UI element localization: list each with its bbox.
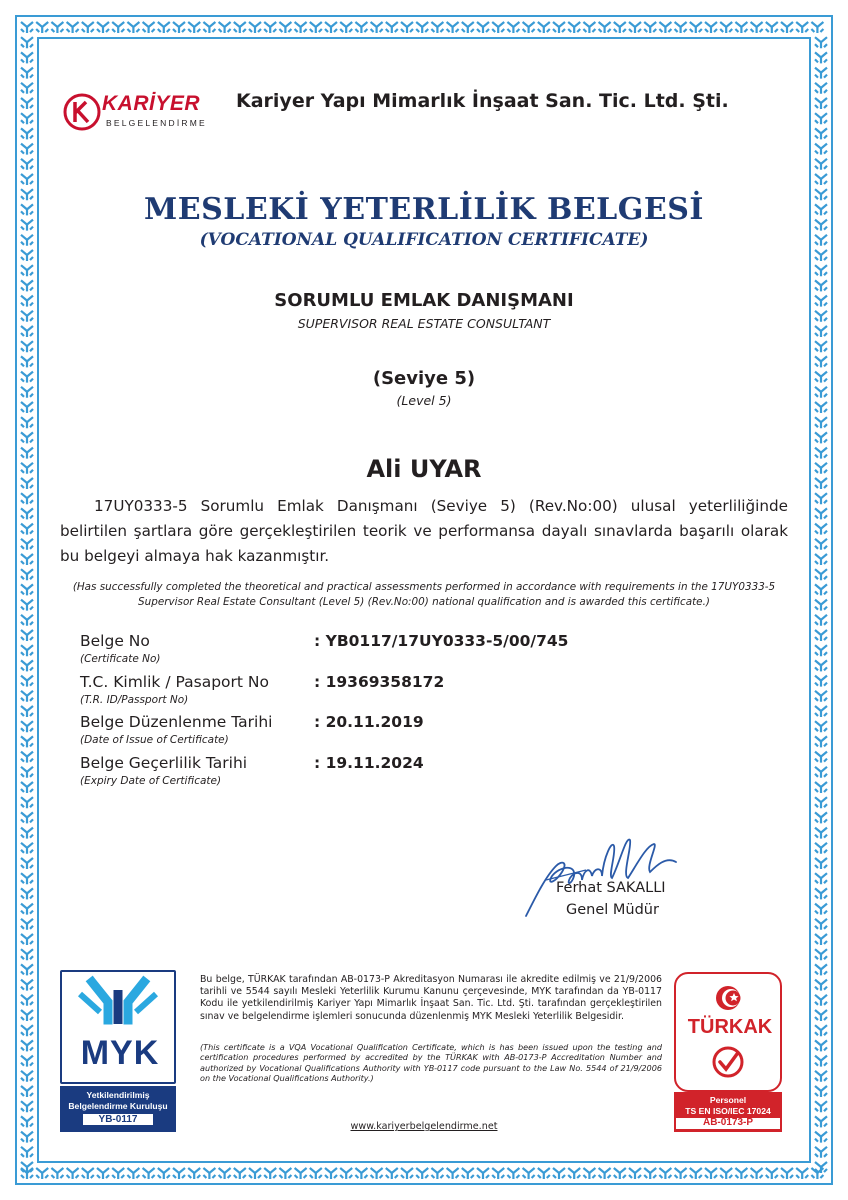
border-motif-icon [36,1168,48,1179]
holder-name: Ali UYAR [366,455,482,483]
border-motif-icon [21,159,33,170]
qualification-title-en: SUPERVISOR REAL ESTATE CONSULTANT [297,316,551,331]
myk-emblem [60,970,176,1084]
border-motif-icon [203,22,215,33]
border-motif-icon [401,1168,413,1179]
border-motif-icon [371,22,383,33]
border-motif-icon [21,752,33,763]
border-motif-icon [340,1168,352,1179]
border-motif-icon [811,22,823,33]
border-motif-icon [21,1162,33,1173]
border-motif-icon [766,22,778,33]
border-motif-icon [815,174,827,185]
border-motif-icon [249,1168,261,1179]
border-motif-icon [815,524,827,535]
border-motif-icon [568,22,580,33]
border-motif-icon [21,904,33,915]
border-motif-icon [815,721,827,732]
border-motif-icon [386,1168,398,1179]
border-motif-icon [815,128,827,139]
border-motif-icon [295,1168,307,1179]
signatory-title: Genel Müdür [566,902,659,918]
border-motif-icon [815,113,827,124]
border-motif-icon [21,569,33,580]
border-motif-icon [340,22,352,33]
border-motif-icon [21,1056,33,1067]
border-motif-icon [815,767,827,778]
border-motif-icon [815,1056,827,1067]
signatory-name: Ferhat SAKALLI [556,880,666,896]
border-motif-icon [67,1168,79,1179]
border-motif-icon [21,356,33,367]
border-motif-icon [523,22,535,33]
border-motif-icon [568,1168,580,1179]
border-motif-icon [371,1168,383,1179]
border-motif-icon [21,706,33,717]
border-motif-icon [815,83,827,94]
border-motif-icon [310,1168,322,1179]
border-motif-icon [815,68,827,79]
border-motif-icon [629,1168,641,1179]
border-motif-icon [507,22,519,33]
border-motif-icon [21,995,33,1006]
border-motif-icon [815,1132,827,1143]
border-motif-icon [21,645,33,656]
border-motif-icon [815,615,827,626]
border-motif-icon [815,554,827,565]
border-motif-icon [21,888,33,899]
border-motif-icon [462,1168,474,1179]
border-motif-icon [416,1168,428,1179]
border-motif-icon [815,812,827,823]
border-motif-icon [507,1168,519,1179]
issue-date-sublabel: (Date of Issue of Certificate) [80,734,229,746]
border-motif-icon [21,524,33,535]
border-motif-icon [815,843,827,854]
border-motif-icon [21,341,33,352]
border-motif-icon [599,1168,611,1179]
border-motif-icon [659,22,671,33]
border-motif-icon [815,417,827,428]
border-motif-icon [815,919,827,930]
border-motif-icon [310,22,322,33]
border-motif-icon [173,22,185,33]
border-motif-icon [629,22,641,33]
border-motif-icon [51,22,63,33]
myk-line1: Yetkilendirilmiş [86,1090,150,1100]
turkak-emblem [674,972,782,1092]
border-motif-icon [815,508,827,519]
border-motif-icon [188,22,200,33]
border-motif-icon [21,1010,33,1021]
border-motif-icon [21,767,33,778]
kariyer-emblem-icon [62,92,102,132]
border-motif-icon [279,1168,291,1179]
id-no-sublabel: (T.R. ID/Passport No) [80,694,189,706]
border-motif-icon [659,1168,671,1179]
border-motif-icon [21,797,33,808]
border-motif-icon [21,584,33,595]
border-motif-icon [815,1025,827,1036]
border-motif-icon [249,22,261,33]
border-motif-icon [112,1168,124,1179]
border-motif-icon [279,22,291,33]
border-motif-icon [815,630,827,641]
logo-subtitle: BELGELENDİRME [106,118,207,128]
border-motif-icon [815,904,827,915]
turkak-label: TÜRKAK [687,1016,773,1038]
id-no-label: T.C. Kimlik / Pasaport No [80,673,269,691]
border-motif-icon [815,159,827,170]
border-motif-icon [21,539,33,550]
border-motif-icon [751,22,763,33]
border-motif-icon [815,600,827,611]
border-motif-icon [553,22,565,33]
certificate-no-label: Belge No [80,632,150,650]
border-motif-icon [815,858,827,869]
border-motif-icon [815,980,827,991]
myk-label: MYK [80,1034,160,1072]
border-motif-icon [173,1168,185,1179]
border-motif-icon [234,22,246,33]
border-motif-icon [21,660,33,671]
border-motif-icon [416,22,428,33]
border-motif-icon [690,1168,702,1179]
border-motif-icon [431,22,443,33]
border-motif-icon [644,22,656,33]
border-motif-icon [815,1101,827,1112]
border-motif-icon [143,22,155,33]
border-motif-icon [21,736,33,747]
border-motif-icon [355,1168,367,1179]
certificate-title: MESLEKİ YETERLİLİK BELGESİ [144,192,704,227]
myk-logo [60,970,176,1132]
border-motif-icon [720,22,732,33]
border-motif-icon [815,37,827,48]
border-motif-icon [21,417,33,428]
border-motif-icon [720,1168,732,1179]
border-motif-icon [644,1168,656,1179]
certificate-no-value: : YB0117/17UY0333-5/00/745 [314,632,569,650]
border-motif-icon [492,1168,504,1179]
border-motif-icon [21,782,33,793]
border-motif-icon [21,1086,33,1097]
border-motif-icon [264,1168,276,1179]
myk-emblem-icon [62,972,174,1038]
border-motif-icon [21,37,33,48]
border-motif-icon [431,1168,443,1179]
footer-note-tr: Bu belge, TÜRKAK tarafından AB-0173-P Akreditasyon Numarası ile akredite edilmiş ve 21/9/2006 tarihli ve 5544 sayılı Mesleki Yeterlilik Kurumu Kanunu çerçevesinde, MYK tarafından da YB-0117 Kodu ile yetkilendirilmiş Kariyer Yapı Mimarlık İnşaat San. Tic. Ltd. Şti. tarafından gerçekleştirilen sınav ve belgelendirme işlemleri sonucunda düzenlenmiş MYK Mesleki Yeterlilik Belgesidir. [200,974,662,1022]
border-motif-icon [815,934,827,945]
border-motif-icon [325,22,337,33]
qualification-title: SORUMLU EMLAK DANIŞMANI [274,290,574,311]
border-motif-icon [21,843,33,854]
border-motif-icon [21,68,33,79]
border-motif-icon [21,949,33,960]
border-motif-icon [36,22,48,33]
border-motif-icon [82,22,94,33]
turkak-logo [674,972,782,1132]
border-motif-icon [815,144,827,155]
border-motif-icon [815,888,827,899]
border-motif-icon [67,22,79,33]
border-motif-icon [815,691,827,702]
border-motif-icon [234,1168,246,1179]
border-motif-icon [21,128,33,139]
id-no-value: : 19369358172 [314,673,445,691]
border-motif-icon [735,1168,747,1179]
border-motif-icon [815,493,827,504]
border-motif-icon [21,98,33,109]
border-motif-icon [815,584,827,595]
border-motif-icon [815,873,827,884]
border-motif-icon [21,493,33,504]
border-motif-icon [751,1168,763,1179]
expiry-date-sublabel: (Expiry Date of Certificate) [80,775,222,787]
border-motif-icon [97,1168,109,1179]
company-name: Kariyer Yapı Mimarlık İnşaat San. Tic. Ltd. Şti. [236,90,729,112]
border-motif-icon [815,569,827,580]
border-motif-icon [127,1168,139,1179]
border-motif-icon [21,1025,33,1036]
border-motif-icon [21,721,33,732]
statement-en: (Has successfully completed the theoretical and practical assessments performed in accordance with requirements in the 17UY0333-5 Supervisor Real Estate Consultant (Level 5) (Rev.No:00) national qualification and is awarded this certificate.) [72,581,776,608]
level-label: (Seviye 5) [372,368,476,389]
border-motif-icon [21,144,33,155]
border-motif-icon [112,22,124,33]
border-motif-icon [815,52,827,63]
border-motif-icon [815,1010,827,1021]
border-motif-icon [781,22,793,33]
border-motif-icon [295,22,307,33]
border-motif-icon [462,22,474,33]
border-motif-icon [188,1168,200,1179]
border-motif-icon [735,22,747,33]
turkak-line1: Personel [709,1095,747,1105]
border-motif-icon [815,995,827,1006]
border-motif-icon [82,1168,94,1179]
turkak-code: AB-0173-P [676,1118,780,1129]
myk-code: YB-0117 [83,1114,154,1125]
border-motif-icon [705,22,717,33]
border-motif-icon [583,22,595,33]
border-motif-icon [815,1040,827,1051]
border-motif-icon [553,1168,565,1179]
border-motif-icon [815,736,827,747]
border-motif-icon [796,22,808,33]
border-motif-icon [264,22,276,33]
border-motif-icon [815,356,827,367]
expiry-date-label: Belge Geçerlilik Tarihi [80,754,248,772]
border-motif-icon [583,1168,595,1179]
border-motif-icon [386,22,398,33]
border-motif-icon [158,22,170,33]
border-motif-icon [21,964,33,975]
border-motif-icon [21,174,33,185]
border-motif-icon [690,22,702,33]
border-motif-icon [815,1147,827,1158]
border-motif-icon [815,341,827,352]
border-motif-icon [675,1168,687,1179]
border-motif-icon [21,980,33,991]
border-motif-icon [815,676,827,687]
footer-note-en: (This certificate is a VQA Vocational Qualification Certificate, which is has been issued upon the testing and certification procedures performed by accredited by the TÜRKAK with AB-0173-P Accreditation Number and authorized by Vocational Qualifications Authority with YB-0117 code pursuant to the Law No. 5544 of 21/9/2006 on the Vocational Qualifications Authority.) [200,1042,662,1084]
website-link[interactable]: www.kariyerbelgelendirme.net [350,1121,498,1132]
border-motif-icon [614,22,626,33]
border-motif-icon [815,964,827,975]
turkak-line2: TS EN ISO/IEC 17024 [685,1105,771,1116]
border-motif-icon [815,250,827,261]
border-motif-icon [815,752,827,763]
border-motif-icon [21,858,33,869]
turkak-strip [674,1092,782,1132]
border-motif-icon [21,615,33,626]
border-motif-icon [781,1168,793,1179]
border-motif-icon [21,812,33,823]
border-motif-icon [815,1162,827,1173]
border-motif-icon [325,1168,337,1179]
border-motif-icon [815,706,827,717]
border-motif-icon [21,113,33,124]
border-motif-icon [815,539,827,550]
border-motif-icon [477,1168,489,1179]
border-motif-icon [815,98,827,109]
border-motif-icon [815,828,827,839]
border-motif-icon [158,1168,170,1179]
border-motif-icon [523,1168,535,1179]
border-motif-icon [143,1168,155,1179]
border-motif-icon [599,22,611,33]
border-motif-icon [675,22,687,33]
border-motif-icon [477,22,489,33]
border-motif-icon [815,645,827,656]
border-motif-icon [219,22,231,33]
kariyer-logo [62,88,212,140]
border-motif-icon [355,22,367,33]
border-motif-icon [21,22,33,33]
issue-date-value: : 20.11.2019 [314,713,424,731]
border-motif-icon [21,1101,33,1112]
border-motif-icon [21,554,33,565]
border-motif-icon [815,265,827,276]
border-motif-icon [492,22,504,33]
border-motif-icon [21,828,33,839]
border-motif-icon [766,1168,778,1179]
issue-date-label: Belge Düzenlenme Tarihi [80,713,273,731]
border-motif-icon [21,1147,33,1158]
border-motif-icon [21,873,33,884]
border-motif-icon [447,22,459,33]
border-motif-icon [815,1071,827,1082]
border-motif-icon [21,1040,33,1051]
border-motif-icon [705,1168,717,1179]
border-motif-icon [815,432,827,443]
border-motif-icon [21,934,33,945]
border-motif-icon [21,265,33,276]
border-motif-icon [815,949,827,960]
border-motif-icon [21,83,33,94]
border-motif-icon [21,1071,33,1082]
expiry-date-value: : 19.11.2024 [314,754,424,772]
border-motif-icon [401,22,413,33]
border-motif-icon [815,1086,827,1097]
border-motif-icon [447,1168,459,1179]
border-motif-icon [538,22,550,33]
border-motif-icon [815,660,827,671]
border-motif-icon [97,22,109,33]
myk-line2: Belgelendirme Kuruluşu [68,1101,168,1111]
border-motif-icon [21,600,33,611]
border-motif-icon [21,1132,33,1143]
border-motif-icon [796,1168,808,1179]
logo-name: KARİYER [102,92,201,115]
border-motif-icon [21,508,33,519]
border-motif-icon [538,1168,550,1179]
level-label-en: (Level 5) [396,393,452,408]
certificate-no-sublabel: (Certificate No) [80,653,161,665]
border-motif-icon [614,1168,626,1179]
border-motif-icon [219,1168,231,1179]
border-motif-icon [21,52,33,63]
border-motif-icon [21,691,33,702]
border-motif-icon [21,630,33,641]
border-motif-icon [203,1168,215,1179]
border-motif-icon [815,797,827,808]
border-motif-icon [51,1168,63,1179]
statement-tr: 17UY0333-5 Sorumlu Emlak Danışmanı (Seviye 5) (Rev.No:00) ulusal yeterliliğinde belirtilen şartlara göre gerçekleştirilen teorik ve performansa dayalı sınavlarda başarılı olarak bu belgeyi almaya hak kazanmıştır. [60,497,788,565]
border-motif-icon [21,250,33,261]
certificate-title-en: (VOCATIONAL QUALIFICATION CERTIFICATE) [199,230,649,250]
border-motif-icon [21,432,33,443]
border-motif-icon [815,782,827,793]
border-motif-icon [21,676,33,687]
border-motif-icon [21,919,33,930]
border-motif-icon [127,22,139,33]
